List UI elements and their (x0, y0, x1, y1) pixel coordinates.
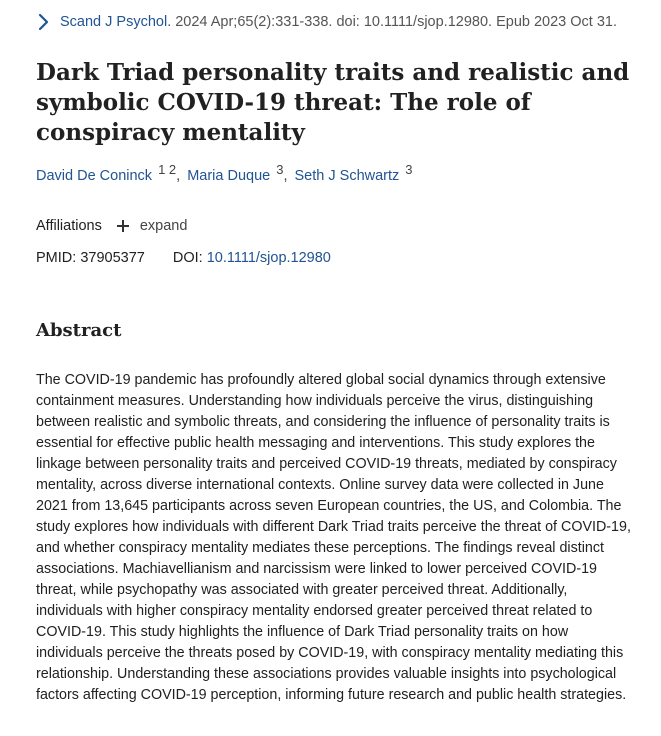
author-link[interactable]: Maria Duque (187, 168, 271, 184)
article-title: Dark Triad personality traits and realistic and symbolic COVID-19 threat: The role of conspiracy mentality (36, 59, 630, 146)
author-list (36, 162, 413, 184)
affiliations-label: Affiliations (36, 218, 102, 234)
author-link[interactable]: Seth J Schwartz (294, 168, 400, 184)
expand-label[interactable]: expand (139, 218, 188, 234)
chevron-right-icon[interactable] (36, 12, 52, 32)
author-separator: , (176, 168, 181, 184)
author-affiliation-ref[interactable]: 3 (405, 162, 413, 177)
pmid-value: 37905377 (80, 250, 145, 266)
doi-label: DOI: (172, 250, 203, 266)
identifiers (36, 250, 331, 266)
pmid-label: PMID: (36, 250, 77, 266)
doi-link[interactable]: 10.1111/sjop.12980 (206, 250, 331, 266)
author-affiliation-ref[interactable]: 3 (276, 162, 284, 177)
citation-line[interactable] (36, 12, 617, 32)
author-link[interactable]: David De Coninck (36, 168, 153, 184)
author-separator: , (283, 168, 288, 184)
plus-icon[interactable] (116, 219, 130, 233)
author-affiliation-ref[interactable]: 1 2 (158, 162, 177, 177)
affiliations-toggle[interactable] (36, 218, 187, 234)
abstract-heading: Abstract (36, 320, 122, 341)
citation-details: 2024 Apr;65(2):331-338. doi: 10.1111/sjop.12980. Epub 2023 Oct 31. (175, 14, 618, 30)
journal-link[interactable]: Scand J Psychol. (60, 14, 172, 30)
abstract-text: The COVID-19 pandemic has profoundly altered global social dynamics through extensive containment measures. Understanding how individuals perceive the virus, distinguishing between realistic and symbolic threats, and considering the influence of personality traits is essential for effective public health messaging and interventions. This study explores the linkage between personality traits and perceived COVID-19 threats, mediated by conspiracy mentality, across diverse international contexts. Online survey data were collected in June 2021 from 13,645 participants across seven European countries, the US, and Colombia. The study explores how individuals with different Dark Triad traits perceive the threat of COVID-19, and whether conspiracy mentality mediates these perceptions. The findings reveal distinct associations. Machiavellianism and narcissism were linked to lower perceived COVID-19 threat, while psychopathy was associated with greater perceived threat. Additionally, individuals with higher conspiracy mentality endorsed greater perceived threat related to COVID-19. This study highlights the influence of Dark Triad personality traits on how individuals perceive the threats posed by COVID-19, with conspiracy mentality mediating this relationship. Understanding these associations provides valuable insights into psychological factors affecting COVID-19 perception, informing future research and public health strategies. (36, 372, 631, 703)
